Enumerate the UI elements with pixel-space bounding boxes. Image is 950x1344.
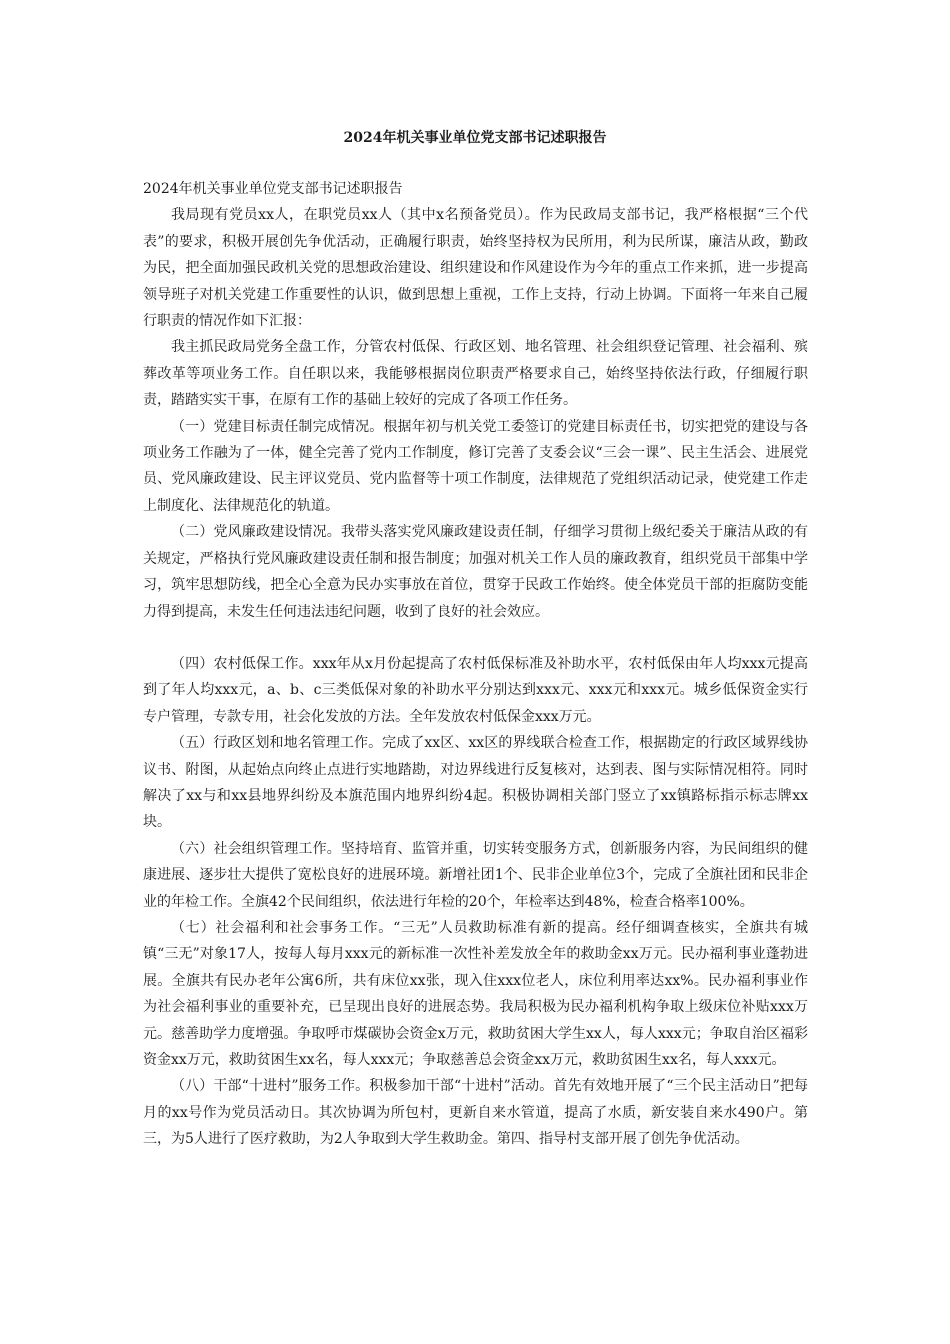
paragraph-clean-government: （二）党风廉政建设情况。我带头落实党风廉政建设责任制，仔细学习贯彻上级纪委关于廉洁从政的有关规定，严格执行党风廉政建设责任制和报告制度；加强对机关工作人员的廉政教育，组织党员干部集中学习，筑牢思想防线，把全心全意为民办实事放在首位，贯穿于民政工作始终。使全体党员干部的拒腐防变能力得到提高，未发生任何违法违纪问题，收到了良好的社会效应。: [143, 524, 808, 620]
paragraph-intro: 我局现有党员xx人，在职党员xx人（其中x名预备党员）。作为民政局支部书记，我严格根据“三个代表”的要求，积极开展创先争优活动，正确履行职责，始终坚持权为民所用，利为民所谋，廉洁从政，勤政为民，把全面加强民政机关党的思想政治建设、组织建设和作风建设作为今年的重点工作来抓，进一步提高领导班子对机关党建工作重要性的认识，做到思想上重视，工作上支持，行动上协调。下面将一年来自己履行职责的情况作如下汇报：: [143, 207, 808, 330]
paragraph-village-service: （八）干部“十进村”服务工作。积极参加干部“十进村”活动。首先有效地开展了“三个民主活动日”把每月的xx号作为党员活动日。其次协调为所包村，更新自来水管道，提高了水质，新安装自来水490户。第三，为5人进行了医疗救助，为2人争取到大学生救助金。第四、指导村支部开展了创先争优活动。: [143, 1078, 808, 1148]
paragraph-administrative-division: （五）行政区划和地名管理工作。完成了xx区、xx区的界线联合检查工作，根据勘定的行政区域界线协议书、附图，从起始点向终止点进行实地踏勘，对边界线进行反复核对，达到表、图与实际情况相符。同时解决了xx与和xx县地界纠纷及本旗范围内地界纠纷4起。积极协调相关部门竖立了xx镇路标指示标志牌xx块。: [143, 735, 808, 831]
paragraph-rural-subsistence: （四）农村低保工作。xxx年从x月份起提高了农村低保标准及补助水平，农村低保由年人均xxx元提高到了年人均xxx元，a、b、c三类低保对象的补助水平分别达到xxx元、xxx元和xxx元。城乡低保资金实行专户管理，专款专用，社会化发放的方法。全年发放农村低保金xxx万元。: [143, 655, 808, 725]
document-title: 2024年机关事业单位党支部书记述职报告: [343, 130, 607, 146]
document-subtitle: 2024年机关事业单位党支部书记述职报告: [143, 181, 403, 197]
paragraph-social-organization: （六）社会组织管理工作。坚持培育、监管并重，切实转变服务方式，创新服务内容，为民间组织的健康进展、逐步壮大提供了宽松良好的进展环境。新增社团1个、民非企业单位3个，完成了全旗社团和民非企业的年检工作。全旗42个民间组织，依法进行年检的20个，年检率达到48%，检查合格率100%。: [143, 840, 808, 910]
paragraph-party-building: （一）党建目标责任制完成情况。根据年初与机关党工委签订的党建目标责任书，切实把党的建设与各项业务工作融为了一体，健全完善了党内工作制度，修订完善了支委会议“三会一课”、民主生活会、进展党员、党风廉政建设、民主评议党员、党内监督等十项工作制度，法律规范了党组织活动记录，使党建工作走上制度化、法律规范化的轨道。: [143, 418, 808, 514]
paragraph-social-welfare: （七）社会福利和社会事务工作。“三无”人员救助标准有新的提高。经仔细调查核实，全旗共有城镇“三无”对象17人，按每人每月xxx元的新标准一次性补差发放全年的救助金xx万元。民办福利事业蓬勃进展。全旗共有民办老年公寓6所，共有床位xx张，现入住xxx位老人，床位利用率达xx%。民办福利事业作为社会福利事业的重要补充，已呈现出良好的进展态势。我局积极为民办福利机构争取上级床位补贴xxx万元。慈善助学力度增强。争取呼市煤碳协会资金x万元，救助贫困大学生xx人，每人xxx元；争取自治区福彩资金xx万元，救助贫困生xx名，每人xxx元；争取慈善总会资金xx万元，救助贫困生xx名，每人xxx元。: [143, 919, 808, 1068]
paragraph-duties: 我主抓民政局党务全盘工作，分管农村低保、行政区划、地名管理、社会组织登记管理、社会福利、殡葬改革等项业务工作。自任职以来，我能够根据岗位职责严格要求自己，始终坚持依法行政，仔细履行职责，踏踏实实干事，在原有工作的基础上较好的完成了各项工作任务。: [143, 339, 808, 409]
document-body: [143, 176, 808, 1153]
